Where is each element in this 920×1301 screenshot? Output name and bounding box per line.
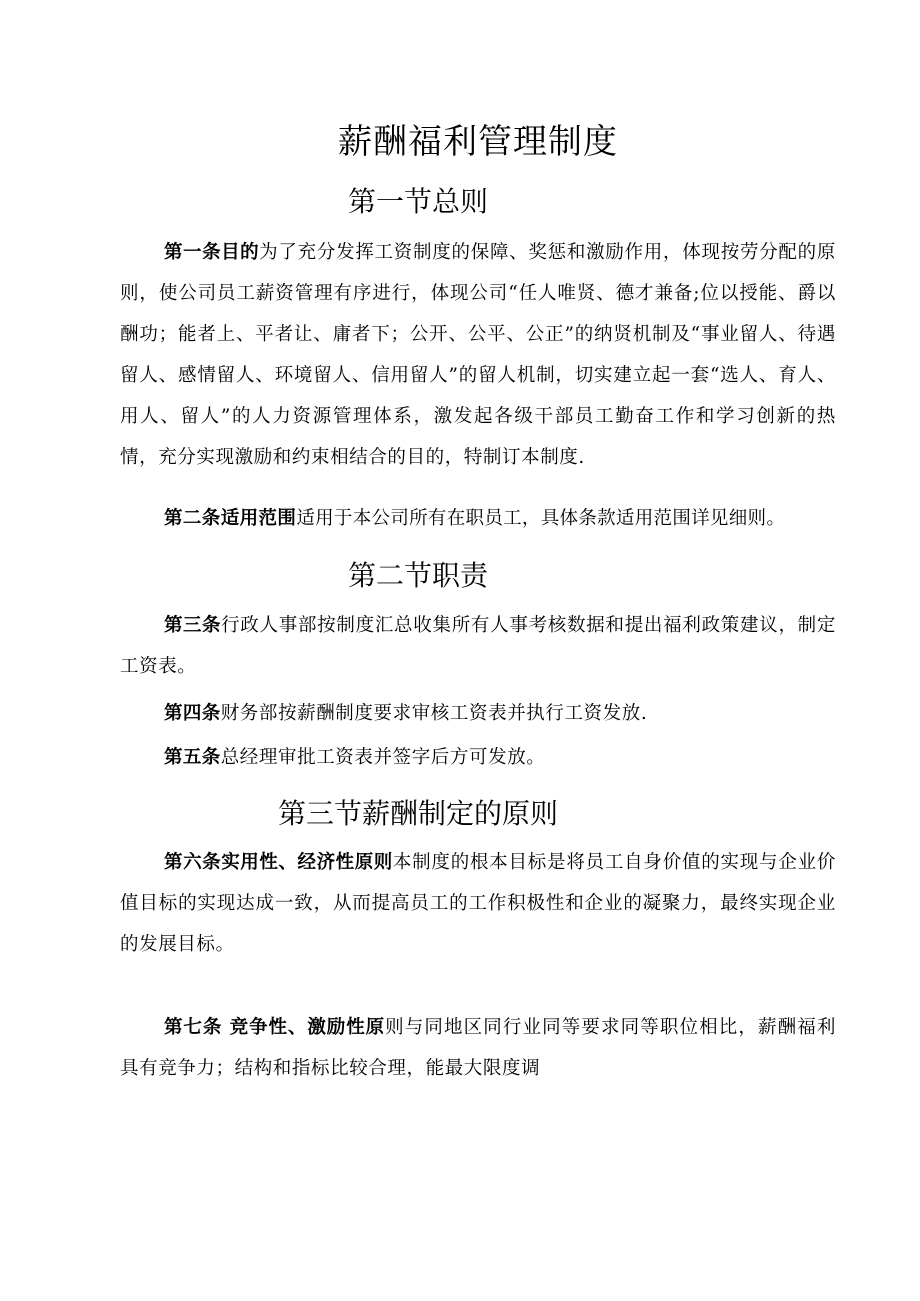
article-5 xyxy=(120,737,836,778)
article-7-label: 第七条 竞争性、激励性原 xyxy=(164,1017,386,1038)
article-1-text: 为了充分发挥工资制度的保障、奖惩和激励作用，体现按劳分配的原则，使公司员工薪资管理有序进行，体现公司“任人唯贤、德才兼备;位以授能、爵以酬功；能者上、平者让、庸者下；公开、公平、公正”的纳贤机制及“事业留人、待遇留人、感情留人、环境留人、信用留人”的留人机制，切实建立起一套“选人、育人、用人、留人”的人力资源管理体系，激发起各级干部员工勤奋工作和学习创新的热情，充分实现激励和约束相结合的目的，特制订本制度. xyxy=(120,242,836,468)
article-2-label: 第二条适用范围 xyxy=(164,508,297,529)
article-5-label: 第五条 xyxy=(164,747,221,768)
section-heading-general: 第一节总则 xyxy=(347,185,488,218)
article-7-text: 则与同地区同行业同等要求同等职位相比，薪酬福利具有竞争力；结构和指标比较合理，能最大限度调 xyxy=(120,1017,836,1079)
article-3 xyxy=(120,605,836,687)
article-6-text: 本制度的根本目标是将员工自身价值的实现与企业价值目标的实现达成一致，从而提高员工的工作积极性和企业的凝聚力，最终实现企业的发展目标。 xyxy=(120,852,836,955)
section-heading-principles: 第三节薪酬制定的原则 xyxy=(277,797,558,830)
article-6-label: 第六条实用性、经济性原则 xyxy=(164,852,393,873)
article-2-scope xyxy=(120,498,836,539)
article-3-label: 第三条 xyxy=(164,615,222,636)
article-5-text: 总经理审批工资表并签字后方可发放。 xyxy=(220,747,546,768)
section-heading-duties: 第二节职责 xyxy=(347,559,488,592)
article-4 xyxy=(120,693,836,734)
article-1-label: 第一条目的 xyxy=(164,242,260,263)
article-4-label: 第四条 xyxy=(164,703,221,724)
document-title: 薪酬福利管理制度 xyxy=(338,122,618,162)
article-7-competitiveness xyxy=(120,1007,836,1089)
article-1-purpose xyxy=(120,232,836,478)
article-2-text: 适用于本公司所有在职员工，具体条款适用范围详见细则。 xyxy=(296,508,786,529)
article-6-practicality xyxy=(120,842,836,965)
article-4-text: 财务部按薪酬制度要求审核工资表并执行工资发放. xyxy=(220,703,648,724)
article-3-text: 行政人事部按制度汇总收集所有人事考核数据和提出福利政策建议，制定工资表。 xyxy=(120,615,836,677)
